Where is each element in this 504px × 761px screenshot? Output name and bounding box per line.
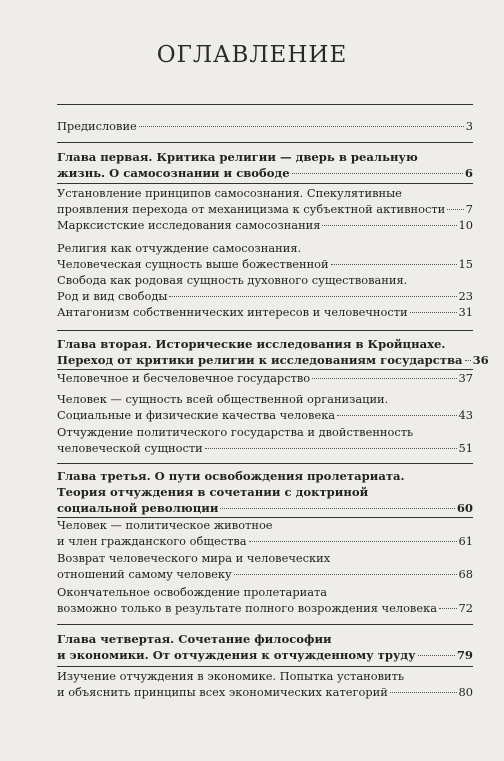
toc-entry-title-cont: Человеческая сущность выше божественной: [57, 256, 329, 271]
toc-chapter-3[interactable]: [57, 469, 473, 516]
page-number: 7: [465, 201, 473, 216]
toc-entry-title-cont: и экономики. От отчуждения к отчужденному труду: [57, 647, 416, 662]
toc-entry-title-cont: Теория отчуждения в сочетании с доктриной: [57, 484, 369, 499]
page-number: 37: [458, 371, 473, 385]
toc-entry-title: Человек — политическое животное: [57, 518, 273, 532]
toc-entry-title-cont: социальной революции: [57, 500, 219, 515]
toc-entry-title: Марксистские исследования самосознания: [57, 218, 321, 232]
page-number: 3: [465, 119, 473, 133]
toc-entry-title: Отчуждение политического государства и двойственность: [57, 425, 414, 439]
toc-entry[interactable]: [57, 273, 473, 305]
page-number: 68: [458, 566, 473, 581]
page-number: 43: [458, 407, 473, 422]
dot-leader: [465, 360, 471, 361]
dot-leader: [292, 173, 463, 174]
divider: [57, 183, 473, 184]
toc-entry-title-cont: проявления перехода от механицизма к субъектной активности: [57, 201, 446, 216]
page-number: 61: [458, 533, 473, 548]
toc-entry-title: Глава четвертая. Сочетание философии: [57, 632, 332, 646]
toc-entry-title: Окончательное освобождение пролетариата: [57, 585, 328, 599]
toc-entry-title: Глава первая. Критика религии — дверь в реальную: [57, 150, 418, 164]
toc-entry[interactable]: [57, 425, 473, 457]
page-number: 51: [458, 440, 473, 455]
toc-entry-title-cont: возможно только в результате полного возрождения человека: [57, 600, 437, 615]
page-number: 72: [458, 600, 473, 615]
toc-entry-title: Глава третья. О пути освобождения пролетариата.: [57, 469, 405, 483]
divider: [57, 330, 473, 331]
toc-entry[interactable]: [57, 551, 473, 583]
dot-leader: [418, 655, 455, 656]
toc-entry-title-cont: жизнь. О самосознании и свободе: [57, 165, 290, 180]
toc-entry[interactable]: [57, 518, 473, 550]
toc-entry-title-cont: и объяснить принципы всех экономических категорий: [57, 684, 388, 699]
toc-entry-title: Антагонизм собственнических интересов и человечности: [57, 305, 408, 319]
dot-leader: [234, 574, 457, 575]
dot-leader: [447, 209, 464, 210]
toc-entry-preface[interactable]: [57, 119, 473, 135]
dot-leader: [220, 508, 454, 509]
toc-entry-title: Установление принципов самосознания. Спекулятивные: [57, 186, 402, 200]
toc-chapter-2[interactable]: [57, 337, 489, 369]
divider: [57, 624, 473, 625]
dot-leader: [390, 692, 457, 693]
divider: [57, 142, 473, 143]
dot-leader: [410, 312, 457, 313]
divider: [57, 369, 473, 370]
toc-entry[interactable]: [57, 669, 473, 701]
toc-entry-title-cont: Социальные и физические качества человека: [57, 407, 336, 422]
dot-leader: [331, 264, 457, 265]
toc-entry-title-cont: Переход от критики религии к исследованиям государства: [57, 352, 463, 367]
toc-entry-title: Религия как отчуждение самосознания.: [57, 241, 302, 255]
toc-entry-title: Предисловие: [57, 119, 137, 133]
dot-leader: [169, 296, 456, 297]
page-number: 31: [458, 305, 473, 319]
toc-entry-title: Свобода как родовая сущность духовного существования.: [57, 273, 408, 287]
page-number: 80: [458, 684, 473, 699]
toc-entry-title-cont: и член гражданского общества: [57, 533, 247, 548]
toc-entry-title: Глава вторая. Исторические исследования в Кройцнахе.: [57, 337, 446, 351]
dot-leader: [205, 448, 457, 449]
page-number: 15: [458, 256, 473, 271]
divider: [57, 666, 473, 667]
toc-entry[interactable]: [57, 392, 473, 424]
dot-leader: [249, 541, 457, 542]
toc-chapter-4[interactable]: [57, 632, 473, 664]
dot-leader: [337, 415, 456, 416]
toc-entry-title-cont: Род и вид свободы: [57, 288, 168, 303]
page-number: 79: [456, 647, 473, 662]
page-number: 36: [472, 352, 489, 367]
page-number: 6: [464, 165, 473, 180]
toc-entry-title: Человечное и бесчеловечное государство: [57, 371, 311, 385]
toc-entry[interactable]: [57, 241, 473, 273]
page-number: 10: [458, 218, 473, 232]
toc-chapter-1[interactable]: [57, 150, 473, 182]
toc-entry[interactable]: [57, 585, 473, 617]
divider: [57, 104, 473, 105]
toc-entry-title: Возврат человеческого мира и человеческих: [57, 551, 331, 565]
toc-entry[interactable]: [57, 371, 473, 387]
toc-entry[interactable]: [57, 218, 473, 234]
toc-entry-title-cont: человеческой сущности: [57, 440, 203, 455]
divider: [57, 463, 473, 464]
dot-leader: [439, 608, 457, 609]
dot-leader: [139, 126, 464, 127]
page-title: ОГЛАВЛЕНИЕ: [156, 42, 348, 68]
toc-entry[interactable]: [57, 186, 473, 218]
toc-entry-title: Изучение отчуждения в экономике. Попытка установить: [57, 669, 405, 683]
toc-entry-title: Человек — сущность всей общественной организации.: [57, 392, 389, 406]
page-number: 60: [456, 500, 473, 515]
dot-leader: [312, 378, 456, 379]
toc-entry[interactable]: [57, 305, 473, 321]
toc-entry-title-cont: отношений самому человеку: [57, 566, 232, 581]
page-number: 23: [458, 288, 473, 303]
dot-leader: [322, 225, 456, 226]
